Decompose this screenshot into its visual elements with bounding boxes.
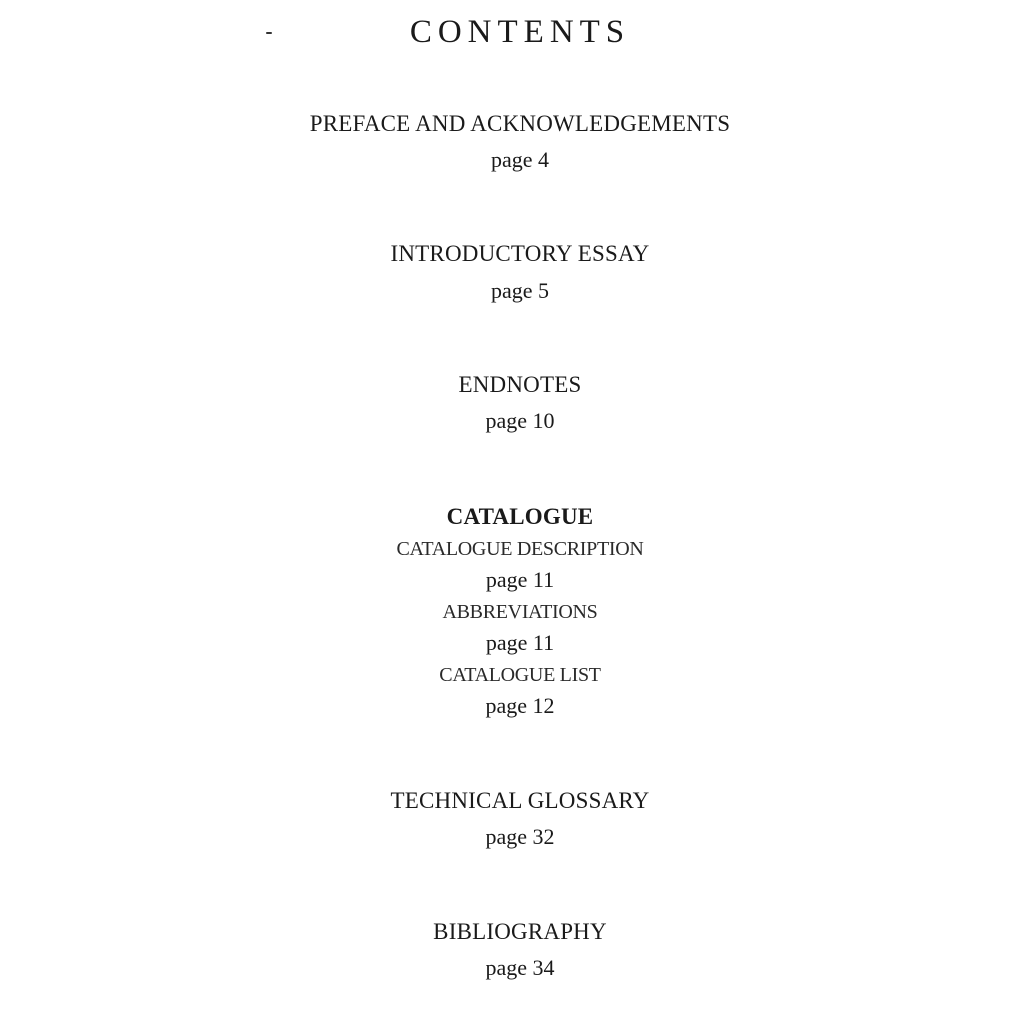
toc-page-endnotes: page 10 — [485, 408, 555, 433]
toc-page-bibliography: page 34 — [485, 955, 555, 980]
toc-heading-endnotes: ENDNOTES — [458, 372, 582, 397]
toc-subitem-catalogue-description: CATALOGUE DESCRIPTION — [396, 538, 644, 560]
page-title: CONTENTS — [409, 14, 631, 50]
toc-page-abbreviations: page 11 — [485, 630, 555, 655]
toc-subitem-catalogue-list: CATALOGUE LIST — [439, 664, 601, 686]
toc-heading-catalogue: CATALOGUE — [446, 504, 594, 529]
toc-page-catalogue-description: page 11 — [485, 567, 555, 592]
toc-heading-introductory-essay: INTRODUCTORY ESSAY — [390, 241, 650, 266]
toc-page-introductory-essay: page 5 — [490, 278, 550, 303]
toc-page-catalogue-list: page 12 — [485, 693, 555, 718]
toc-heading-technical-glossary: TECHNICAL GLOSSARY — [390, 788, 650, 813]
toc-page-technical-glossary: page 32 — [485, 824, 555, 849]
toc-heading-preface: PREFACE AND ACKNOWLEDGEMENTS — [309, 111, 731, 136]
toc-subitem-abbreviations: ABBREVIATIONS — [442, 601, 598, 623]
toc-heading-bibliography: BIBLIOGRAPHY — [433, 919, 607, 944]
toc-page-preface: page 4 — [490, 147, 550, 172]
